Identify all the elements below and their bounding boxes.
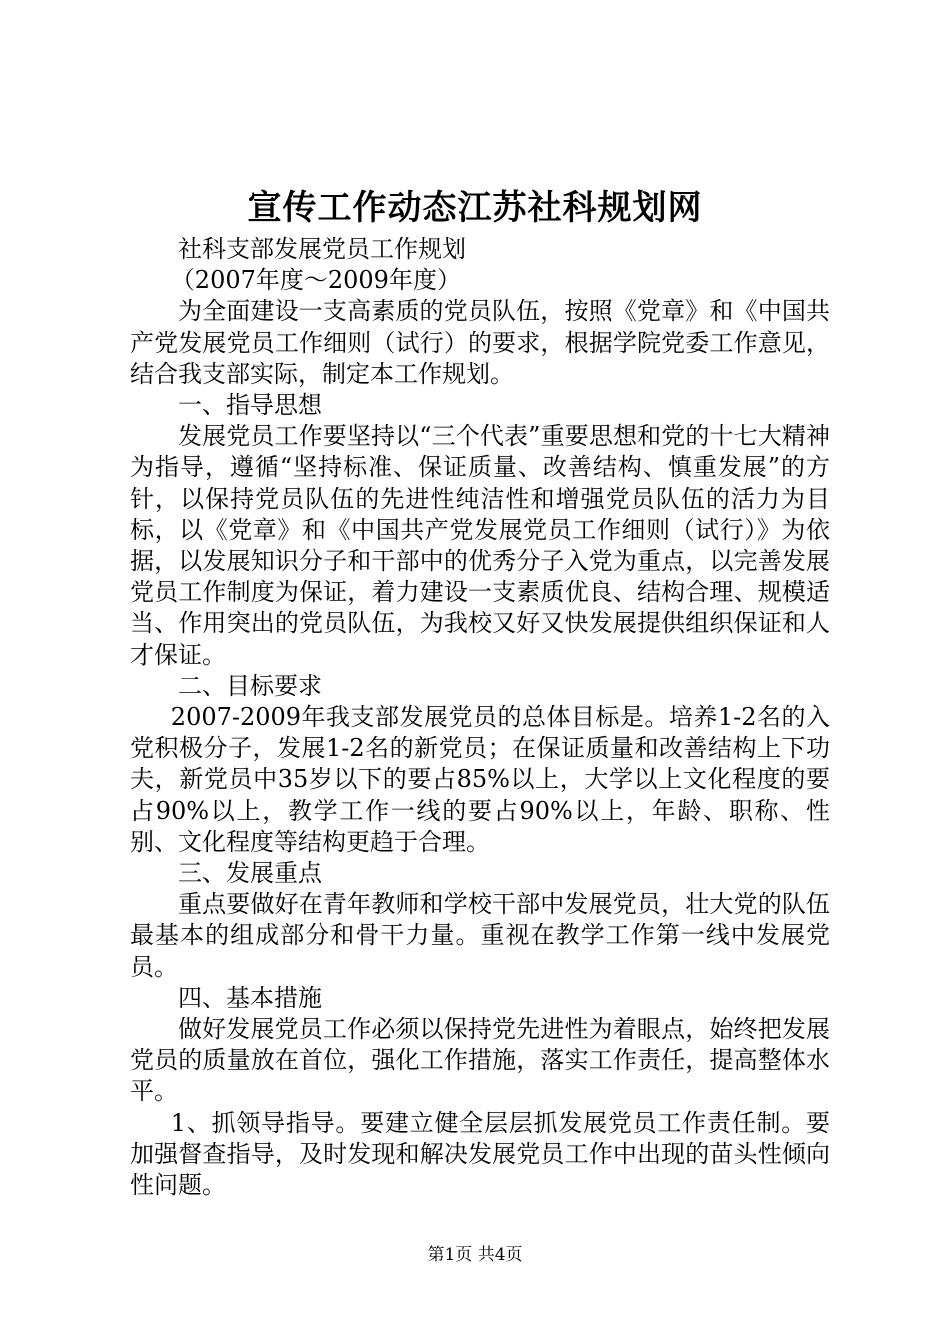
document-body [130,234,830,1201]
focus-paragraph: 重点要做好在青年教师和学校干部中发展党员，壮大党的队伍最基本的组成部分和骨干力量。重视在教学工作第一线中发展党员。 [130,890,830,981]
measures-paragraph: 做好发展党员工作必须以保持党先进性为着眼点，始终把发展党员的质量放在首位，强化工作措施，落实工作责任，提高整体水平。 [130,1015,830,1106]
section-heading-guiding-ideology: 一、指导思想 [178,391,322,420]
guiding-ideology-paragraph: 发展党员工作要坚持以“三个代表”重要思想和党的十七大精神为指导，遵循“坚持标准、保证质量、改善结构、慎重发展”的方针，以保持党员队伍的先进性纯洁性和增强党员队伍的活力为目标，以《党章》和《中国共产党发展党员工作细则（试行）》为依据，以发展知识分子和干部中的优秀分子入党为重点，以完善发展党员工作制度为保证，着力建设一支素质优良、结构合理、规模适当、作用突出的党员队伍，为我校又好又快发展提供组织保证和人才保证。 [130,422,830,669]
page-footer: 第1页 共4页 [427,1245,523,1265]
intro-paragraph: 为全面建设一支高素质的党员队伍，按照《党章》和《中国共产党发展党员工作细则（试行）的要求，根据学院党委工作意见，结合我支部实际，制定本工作规划。 [130,297,830,388]
measure-item-1: 1、抓领导指导。要建立健全层层抓发展党员工作责任制。要加强督查指导，及时发现和解决发展党员工作中出现的苗头性倾向性问题。 [130,1108,830,1200]
section-heading-goals: 二、目标要求 [178,671,322,700]
section-heading-measures: 四、基本措施 [178,983,322,1012]
plan-subtitle: 社科支部发展党员工作规划 [178,235,466,263]
goals-paragraph: 2007-2009年我支部发展党员的总体目标是。培养1-2名的入党积极分子，发展1-2名的新党员；在保证质量和改善结构上下功夫，新党员中35岁以下的要占85%以上，大学以上文化程度的要占90%以上，教学工作一线的要占90%以上，年龄、职称、性别、文化程度等结构更趋于合理。 [130,703,830,856]
document-title: 宣传工作动态江苏社科规划网 [247,188,703,228]
section-heading-focus: 三、发展重点 [178,859,322,888]
plan-period: （2007年度～2009年度） [170,266,461,295]
